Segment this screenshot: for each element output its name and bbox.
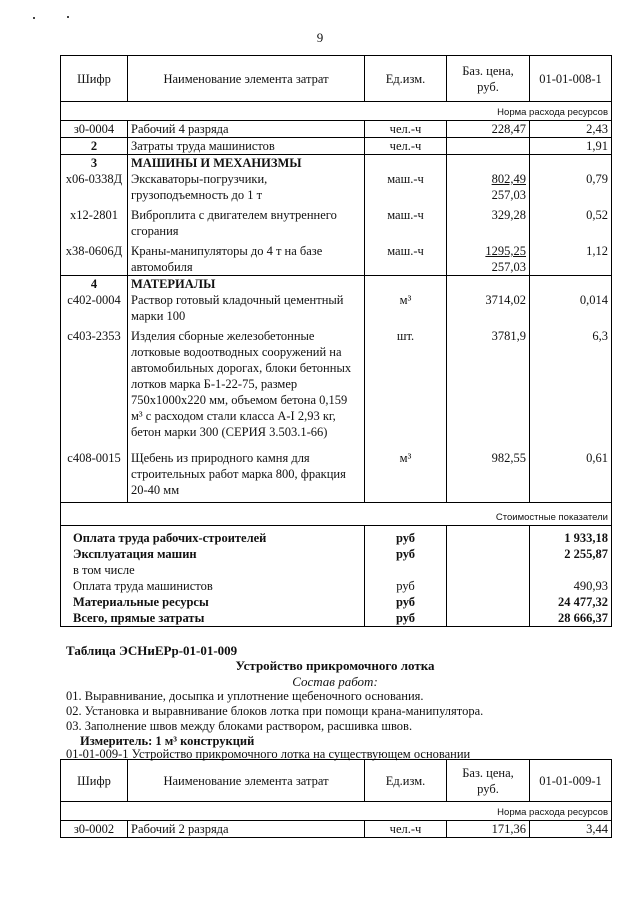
cost-row: Оплата труда машинистов руб 490,93	[61, 578, 612, 594]
norm-subtitle: 01-01-009-1 Устройство прикромочного лотка на существующем основании	[66, 747, 471, 761]
cost-label: Стоимостные показатели	[61, 503, 612, 526]
table-row: с403-2353 Изделия сборные железобетонные лотковые водоотводных сооружений на автомобильных дорогах, блоки бетонных лотков марка Б-1-22-75, размер 750х1000х220 мм, объемом бетона 0,159 м³ с расходом стали класса А-I 2,93 кг, бетон марки 300 (СЕРИЯ 3.503.1-66) шт. 3781,9 6,3	[61, 324, 612, 446]
header-name: Наименование элемента затрат	[128, 56, 365, 102]
header-unit: Ед.изм.	[365, 56, 447, 102]
table-row: с408-0015 Щебень из природного камня для строительных работ марка 800, фракция 20-40 мм м³ 982,55 0,61	[61, 446, 612, 503]
resource-table-1	[60, 55, 612, 627]
scan-speck	[33, 17, 35, 19]
work-step: 03. Заполнение швов между блоками раствором, расшивка швов.	[66, 719, 413, 733]
scan-speck	[67, 16, 69, 18]
table-row: з0-0004 Рабочий 4 разряда чел.-ч 228,47 2,43	[61, 121, 612, 138]
norm-label: Норма расхода ресурсов	[61, 102, 612, 121]
cost-row: Эксплуатация машин руб 2 255,87	[61, 546, 612, 562]
header-unit: Ед.изм.	[365, 760, 447, 802]
cost-row: Всего, прямые затраты руб 28 666,37	[61, 610, 612, 627]
table-row: с402-0004 Раствор готовый кладочный цементный марки 100 м³ 3714,02 0,014	[61, 292, 612, 324]
header-name: Наименование элемента затрат	[128, 760, 365, 802]
header-code: Шифр	[61, 760, 128, 802]
table-row: х38-0606Д Краны-манипуляторы до 4 т на базе автомобиля маш.-ч 1295,25 257,03 1,12	[61, 239, 612, 276]
table-row: х06-0338Д Экскаваторы-погрузчики, грузоподъемность до 1 т маш.-ч 802,49 257,03 0,79	[61, 171, 612, 203]
table-row: 4 МАТЕРИАЛЫ	[61, 276, 612, 293]
header-norm-id: 01-01-008-1	[530, 56, 612, 102]
section-heading: Устройство прикромочного лотка	[235, 658, 435, 673]
composition-label: Состав работ:	[292, 674, 378, 689]
table-title: Таблица ЭСНиЕРр-01-01-009	[66, 643, 238, 658]
cost-row: в том числе	[61, 562, 612, 578]
work-step: 01. Выравнивание, досыпка и уплотнение щебеночного основания.	[66, 689, 424, 703]
work-step: 02. Установка и выравнивание блоков лотка при помощи крана-манипулятора.	[66, 704, 484, 718]
table-row: 3 МАШИНЫ И МЕХАНИЗМЫ	[61, 155, 612, 172]
header-norm-id: 01-01-009-1	[530, 760, 612, 802]
cost-row: Оплата труда рабочих-строителей руб 1 933,18	[61, 526, 612, 547]
norm-label: Норма расхода ресурсов	[61, 802, 612, 821]
header-code: Шифр	[61, 56, 128, 102]
header-price: Баз. цена, руб.	[447, 56, 530, 102]
table-row: з0-0002 Рабочий 2 разряда чел.-ч 171,36 3,44	[61, 821, 612, 838]
page-number: 9	[316, 30, 324, 45]
table-row: х12-2801 Виброплита с двигателем внутреннего сгорания маш.-ч 329,28 0,52	[61, 203, 612, 239]
resource-table-2	[60, 759, 612, 838]
measure-unit: Измеритель: 1 м³ конструкций	[80, 734, 255, 748]
header-price: Баз. цена, руб.	[447, 760, 530, 802]
cost-row: Материальные ресурсы руб 24 477,32	[61, 594, 612, 610]
table-row: 2 Затраты труда машинистов чел.-ч 1,91	[61, 138, 612, 155]
